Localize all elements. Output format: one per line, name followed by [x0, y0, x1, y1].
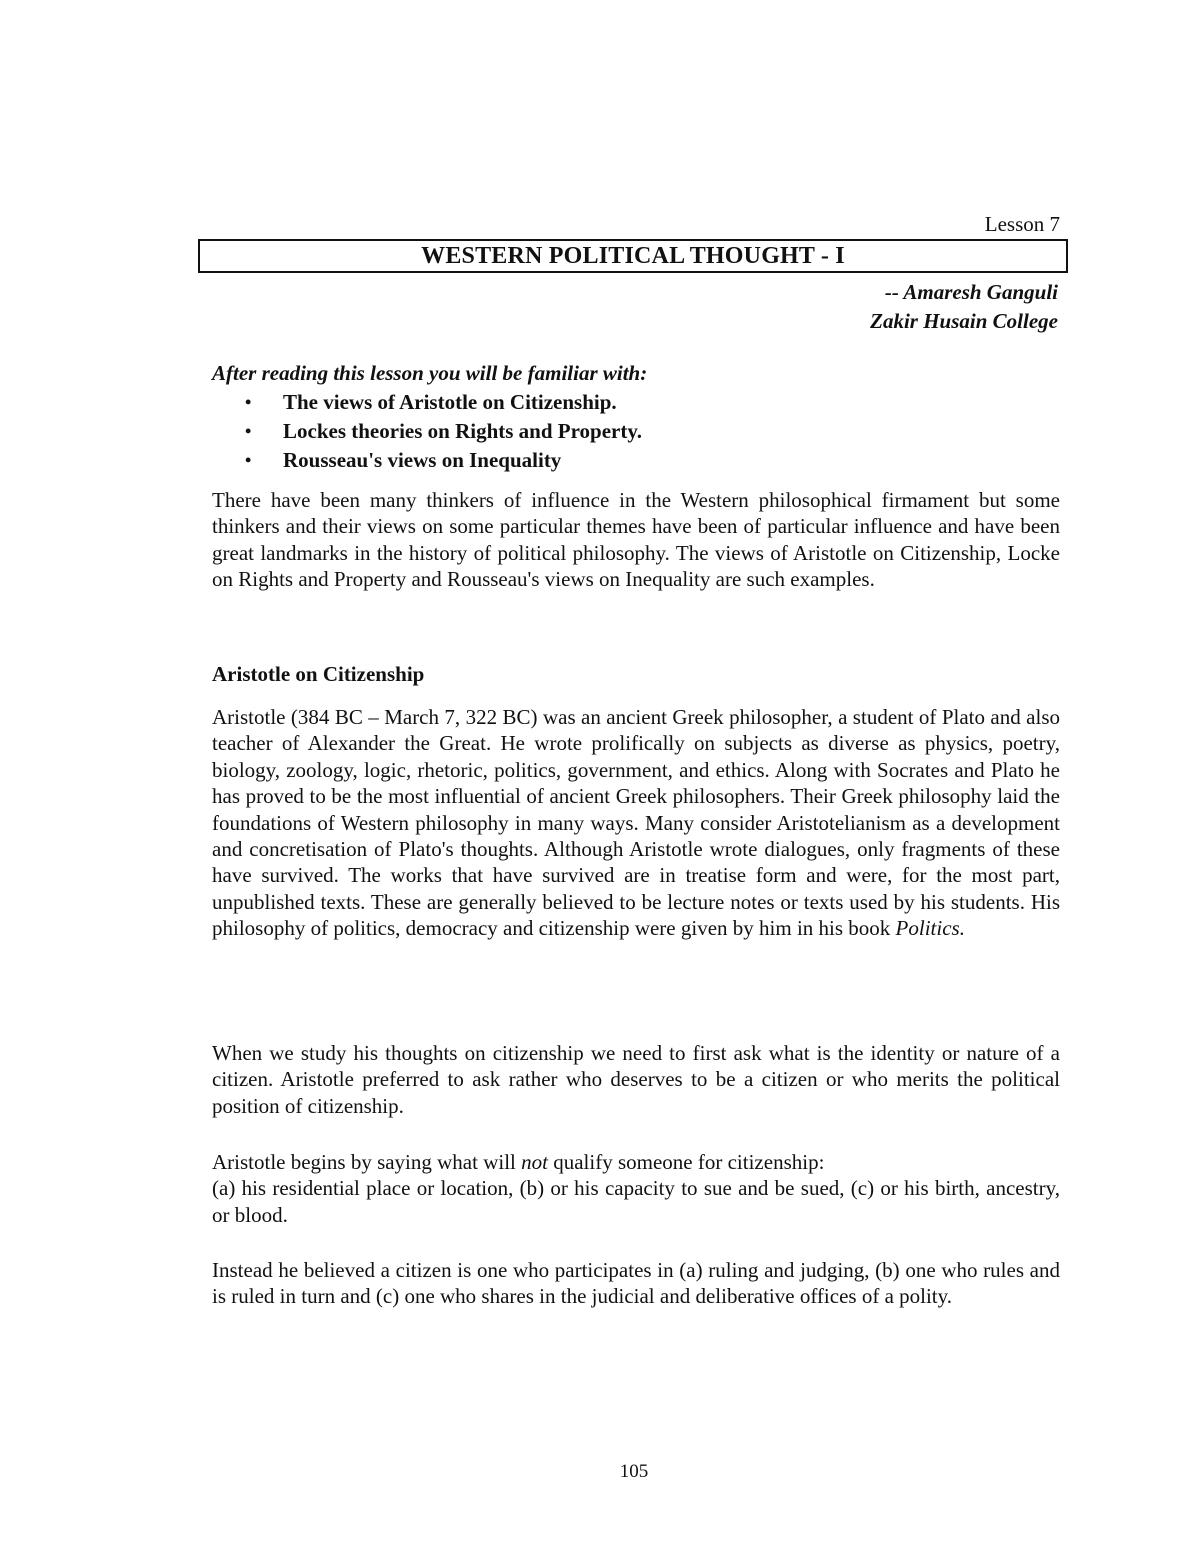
aristotle-paragraph-text: Aristotle (384 BC – March 7, 322 BC) was an ancient Greek philosopher, a student of Plato and also teacher of Alexander the Great. He wrote prolifically on subjects as diverse as physics, poetry, biology, zoology, logic, rhetoric, politics, government, and ethics. Along with Socrates and Plato he has proved to be the most influential of ancient Greek philosophers. Their Greek philosophy laid the foundations of Western philosophy in many ways. Many consider Aristotelianism as a development and concretisation of Plato's thoughts. Although Aristotle wrote dialogues, only fragments of these have survived. The works that have survived are in treatise form and were, for the most part, unpublished texts. These are generally believed to be lecture notes or texts used by his students. His philosophy of politics, democracy and citizenship were given by him in his book [212, 705, 1060, 941]
book-title: Politics. [895, 916, 965, 941]
objective-text: Lockes theories on Rights and Property. [283, 419, 642, 443]
list-item [245, 446, 642, 475]
objectives-list [245, 388, 642, 475]
emphasis-not: not [521, 1150, 548, 1174]
qualification-lead [212, 1149, 1060, 1175]
bullet-icon: • [245, 450, 252, 470]
citizenship-paragraph: When we study his thoughts on citizenship we need to first ask what is the identity or nature of a citizen. Aristotle preferred to ask rather who deserves to be a citizen or who merits the political position of citizenship. [212, 1041, 1060, 1118]
qualification-paragraph [212, 1149, 1060, 1228]
section-heading: Aristotle on Citizenship [212, 662, 425, 686]
list-item [245, 417, 642, 446]
bullet-icon: • [245, 421, 252, 441]
qualification-lead-end: qualify someone for citizenship: [547, 1150, 825, 1174]
objective-text: Rousseau's views on Inequality [283, 448, 562, 472]
title-box [198, 239, 1068, 273]
author-institution: Zakir Husain College [870, 309, 1058, 333]
lesson-label: Lesson 7 [984, 212, 1060, 236]
list-item [245, 388, 642, 417]
bullet-icon: • [245, 392, 252, 412]
author-block [870, 278, 1058, 336]
citizen-definition-paragraph: Instead he believed a citizen is one who participates in (a) ruling and judging, (b) one who rules and is ruled in turn and (c) one who shares in the judicial and deliberative offices of a polity. [212, 1258, 1060, 1309]
objectives-lead: After reading this lesson you will be familiar with: [212, 361, 648, 385]
qualification-lead-text: Aristotle begins by saying what will [212, 1150, 522, 1174]
objective-text: The views of Aristotle on Citizenship. [283, 390, 617, 414]
aristotle-paragraph [212, 704, 1060, 942]
author-name: -- Amaresh Ganguli [884, 280, 1058, 304]
intro-paragraph: There have been many thinkers of influence in the Western philosophical firmament but some thinkers and their views on some particular themes have been of particular influence and have been great landmarks in the history of political philosophy. The views of Aristotle on Citizenship, Locke on Rights and Property and Rousseau's views on Inequality are such examples. [212, 488, 1060, 592]
qualification-list: (a) his residential place or location, (b) or his capacity to sue and be sued, (c) or his birth, ancestry, or blood. [212, 1176, 1060, 1227]
document-title: WESTERN POLITICAL THOUGHT - I [421, 242, 845, 269]
page-number: 105 [619, 1461, 649, 1482]
